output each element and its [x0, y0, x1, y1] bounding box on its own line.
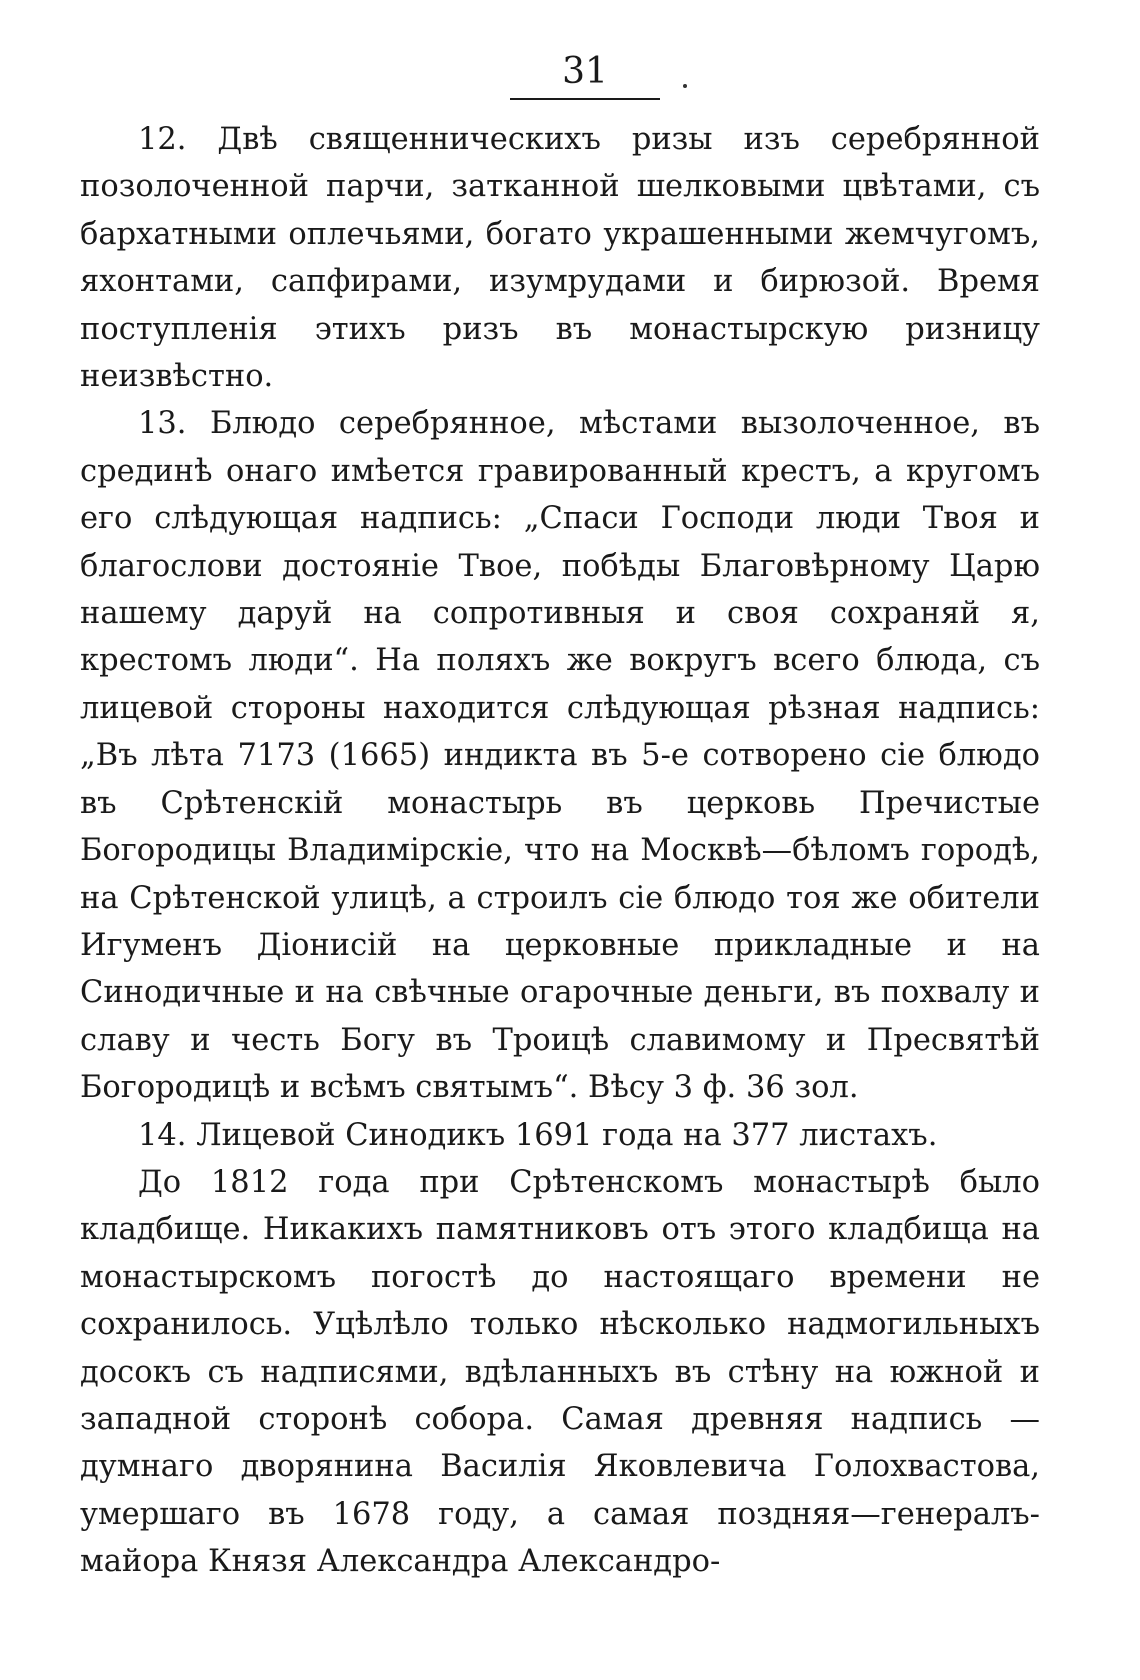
- paragraph-item-14: 14. Лицевой Синодикъ 1691 года на 377 листахъ.: [138, 1117, 938, 1153]
- page-number: 31: [510, 50, 660, 100]
- page-body: [80, 116, 1040, 1586]
- paragraph-cemetery: До 1812 года при Срѣтенскомъ монастырѣ было кладбище. Никакихъ памятниковъ отъ этого кладбища на монастырскомъ погостѣ до настоящаго времени не сохранилось. Уцѣлѣло только нѣсколько надмогильныхъ досокъ съ надписями, вдѣланныхъ въ стѣну на южной и западной сторонѣ собора. Самая древняя надпись — думнаго дворянина Василія Яковлевича Голохвастова, умершаго въ 1678 году, а самая поздняя—генералъ-майора Князя Александра Александро-: [80, 1164, 1040, 1580]
- paragraph-item-12: 12. Двѣ священническихъ ризы изъ серебрянной позолоченной парчи, затканной шелковыми цвѣтами, съ бархатными оплечьями, богато украшенными жемчугомъ, яхонтами, сапфирами, изумрудами и бирюзой. Время поступленія этихъ ризъ въ монастырскую ризницу неизвѣстно.: [80, 122, 1040, 395]
- print-speck: [683, 84, 687, 88]
- paragraph-item-13: 13. Блюдо серебрянное, мѣстами вызолоченное, въ срединѣ онаго имѣется гравированный крестъ, а кругомъ его слѣдующая надпись: „Спаси Господи люди Твоя и благослови достояніе Твое, побѣды Благовѣрному Царю нашему даруй на сопротивныя и своя сохраняй я, крестомъ люди“. На поляхъ же вокругъ всего блюда, съ лицевой стороны находится слѣдующая рѣзная надпись: „Въ лѣта 7173 (1665) индикта въ 5-е сотворено сіе блюдо въ Срѣтенскій монастырь въ церковь Пречистые Богородицы Владимірскіе, что на Москвѣ—бѣломъ городѣ, на Срѣтенской улицѣ, а строилъ сіе блюдо тоя же обители Игуменъ Діонисій на церковные прикладные и на Синодичные и на свѣчные огарочные деньги, въ похвалу и славу и честь Богу въ Троицѣ славимому и Пресвятѣй Богородицѣ и всѣмъ святымъ“. Вѣсу 3 ф. 36 зол.: [80, 406, 1040, 1106]
